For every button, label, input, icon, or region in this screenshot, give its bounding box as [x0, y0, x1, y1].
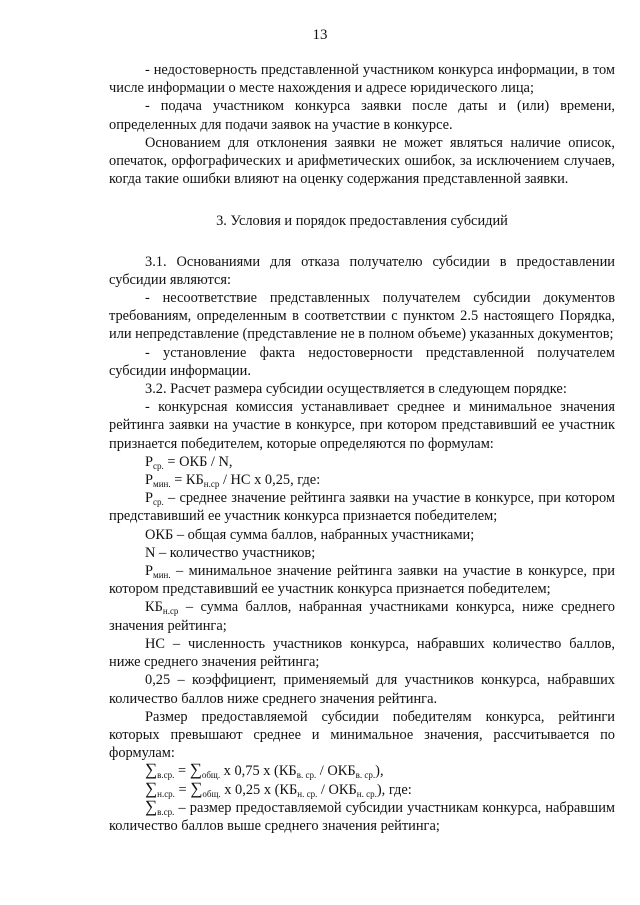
- formula-subsidy-above: [109, 762, 615, 780]
- formula-text: = ОКБ / N,: [163, 453, 233, 470]
- sum-symbol: ∑: [145, 796, 158, 816]
- definition-average: [109, 489, 615, 525]
- formula-text: ), где:: [376, 781, 412, 798]
- paragraph: - недостоверность представленной участником конкурса информации, в том числе информации о месте нахождения и адресе юридического лица;: [109, 62, 615, 97]
- formula-subscript: в.ср.: [157, 770, 175, 781]
- definition-subsidy-above: [109, 796, 615, 835]
- definition-text: – сумма баллов, набранная участниками конкурса, ниже среднего значения рейтинга;: [109, 599, 615, 634]
- formula-subscript: общ.: [201, 770, 221, 781]
- paragraph: - несоответствие представленных получателем субсидии документов требованиям, определенным в соответствии с пунктом 2.5 настоящего Порядка, или непредставление (представление не в полном объеме) указанных документов;: [109, 290, 615, 343]
- formula-subscript: н.ср: [162, 606, 179, 617]
- document-body: [109, 61, 615, 835]
- paragraph: 3.1. Основаниями для отказа получателю субсидии в предоставлении субсидии являются:: [109, 253, 615, 288]
- formula-text: ),: [375, 763, 384, 780]
- formula-text: / ОКБ: [317, 781, 357, 798]
- formula-text: х 0,75 х (КБ: [220, 763, 297, 780]
- paragraph: 3.2. Расчет размера субсидии осуществляется в следующем порядке:: [145, 381, 567, 398]
- paragraph: - подача участником конкурса заявки после даты и (или) времени, определенных для подачи заявок на участие в конкурсе.: [109, 98, 615, 133]
- sum-symbol: ∑: [145, 760, 158, 780]
- definition-text: – размер предоставляемой субсидии участникам конкурса, набравшим количество баллов выше среднего значения рейтинга;: [109, 799, 615, 834]
- formula-min-rating: [109, 471, 615, 489]
- formula-subscript: н.ср.: [157, 788, 175, 799]
- formula-text: / ОКБ: [316, 763, 356, 780]
- paragraph: ОКБ – общая сумма баллов, набранных участниками;: [145, 526, 475, 543]
- formula-average-rating: [109, 453, 615, 471]
- section-heading: 3. Условия и порядок предоставления субсидий: [216, 213, 508, 230]
- definition-score-sum: [109, 598, 615, 634]
- formula-subscript: мин.: [153, 570, 171, 581]
- formula-subscript: ср.: [153, 497, 164, 508]
- paragraph: Размер предоставляемой субсидии победителям конкурса, рейтинги которых превышают среднее и минимальное значения, рассчитывается по формулам:: [109, 708, 615, 762]
- formula-symbol: КБ: [145, 599, 163, 616]
- paragraph: N – количество участников;: [145, 544, 316, 561]
- formula-symbol: Р: [145, 490, 154, 507]
- formula-subscript: н. ср.: [356, 788, 377, 799]
- paragraph: Основанием для отклонения заявки не может являться наличие описок, опечаток, орфографических и арифметических ошибок, за исключением случаев, когда такие ошибки влияют на оценку содержания представленной заявки.: [109, 134, 615, 188]
- formula-text: =: [174, 781, 191, 798]
- page-number: 13: [312, 27, 328, 43]
- definition-text: – минимальное значение рейтинга заявки на участие в конкурсе, при котором представивший ее участник конкурса признается победителем;: [109, 563, 615, 598]
- formula-subscript: в. ср.: [355, 770, 376, 781]
- formula-subscript: мин.: [153, 479, 171, 490]
- formula-subscript: в.ср.: [157, 806, 175, 817]
- formula-subscript: в. ср.: [296, 770, 317, 781]
- sum-symbol: ∑: [190, 778, 203, 798]
- definition-minimum: [109, 562, 615, 598]
- paragraph: НС – численность участников конкурса, набравших количество баллов, ниже среднего значения рейтинга;: [109, 635, 615, 671]
- sum-symbol: ∑: [189, 760, 202, 780]
- formula-subscript: н.ср: [203, 479, 220, 490]
- formula-text: = КБ: [170, 472, 204, 489]
- formula-text: / НС х 0,25, где:: [219, 472, 321, 489]
- formula-subscript: ср.: [153, 460, 164, 471]
- paragraph: 0,25 – коэффициент, применяемый для участников конкурса, набравших количество баллов ниже среднего значения рейтинга.: [109, 672, 615, 707]
- formula-symbol: Р: [145, 453, 154, 470]
- formula-symbol: Р: [145, 472, 154, 489]
- formula-subscript: общ.: [202, 788, 221, 799]
- formula-subsidy-below: [109, 778, 615, 799]
- formula-subscript: н. ср.: [297, 788, 318, 799]
- formula-text: =: [174, 763, 190, 780]
- definition-text: – среднее значение рейтинга заявки на участие в конкурсе, при котором представивший ее участник конкурса признается победителем;: [109, 490, 615, 525]
- paragraph: - установление факта недостоверности представленной получателем субсидии информации.: [109, 344, 615, 379]
- sum-symbol: ∑: [145, 778, 158, 798]
- formula-symbol: Р: [145, 563, 154, 580]
- paragraph: - конкурсная комиссия устанавливает среднее и минимальное значения рейтинга заявки на участие в конкурсе, при котором представивший ее участник признается победителем, которые определяются по формулам:: [109, 399, 615, 452]
- formula-text: х 0,25 х (КБ: [220, 781, 298, 798]
